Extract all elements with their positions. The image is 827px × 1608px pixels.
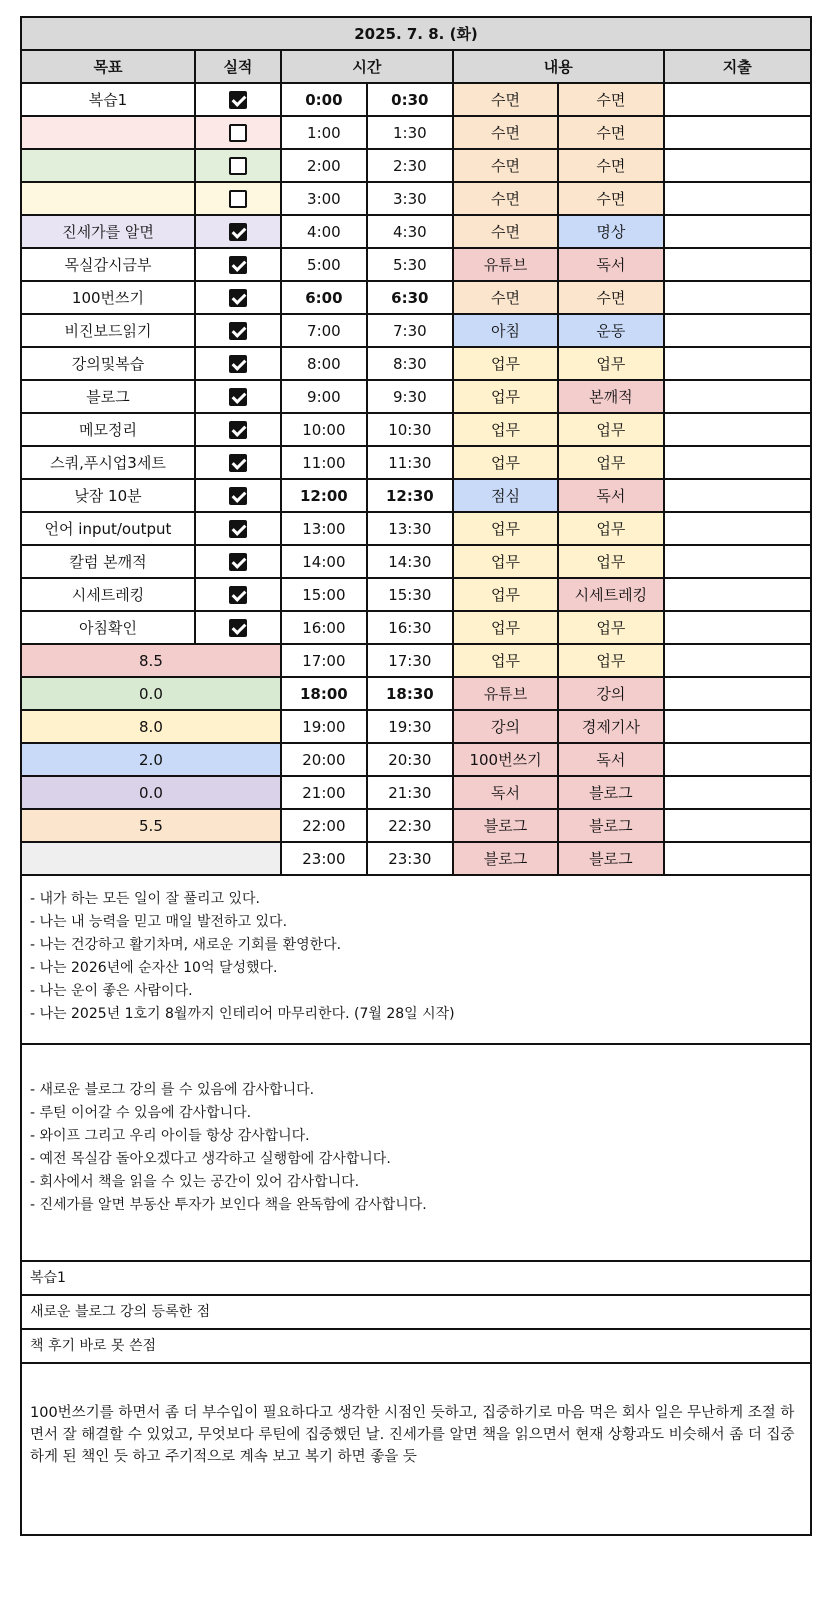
time-end-cell[interactable]: 0:30 xyxy=(367,83,453,116)
time-end-cell[interactable]: 1:30 xyxy=(367,116,453,149)
content-cell-a[interactable]: 강의 xyxy=(453,710,558,743)
time-start-cell[interactable]: 14:00 xyxy=(281,545,367,578)
schedule-row xyxy=(21,380,811,413)
note-line-3[interactable]: 책 후기 바로 못 쓴점 xyxy=(20,1330,812,1364)
content-cell-a[interactable]: 유튜브 xyxy=(453,677,558,710)
gratitude-line: - 루틴 이어갈 수 있음에 감사합니다. xyxy=(30,1105,252,1121)
schedule-row xyxy=(21,578,811,611)
content-cell-b[interactable]: 업무 xyxy=(558,512,663,545)
schedule-row xyxy=(21,710,811,743)
expense-cell[interactable] xyxy=(664,215,811,248)
affirmation-line: - 나는 2025년 1호기 8월까지 인테리어 마무리한다. (7월 28일 시작) xyxy=(30,1006,455,1022)
expense-cell[interactable] xyxy=(664,116,811,149)
checked-checkbox[interactable] xyxy=(229,619,247,637)
expense-cell[interactable] xyxy=(664,611,811,644)
schedule-row xyxy=(21,281,811,314)
schedule-row xyxy=(21,446,811,479)
expense-cell[interactable] xyxy=(664,776,811,809)
affirmation-line: - 나는 내 능력을 믿고 매일 발전하고 있다. xyxy=(30,914,288,930)
content-cell-a[interactable]: 업무 xyxy=(453,545,558,578)
time-start-cell[interactable]: 2:00 xyxy=(281,149,367,182)
schedule-row xyxy=(21,545,811,578)
expense-cell[interactable] xyxy=(664,842,811,875)
schedule-row xyxy=(21,248,811,281)
schedule-row xyxy=(21,182,811,215)
content-cell-a[interactable]: 업무 xyxy=(453,611,558,644)
content-cell-b[interactable]: 경제기사 xyxy=(558,710,663,743)
goal-cell[interactable]: 목실감시금부 xyxy=(21,248,195,281)
time-end-cell[interactable]: 14:30 xyxy=(367,545,453,578)
expense-cell[interactable] xyxy=(664,314,811,347)
expense-cell[interactable] xyxy=(664,743,811,776)
done-cell[interactable] xyxy=(195,149,281,182)
checked-checkbox[interactable] xyxy=(229,586,247,604)
content-cell-b[interactable]: 수면 xyxy=(558,116,663,149)
checked-checkbox[interactable] xyxy=(229,289,247,307)
content-cell-a[interactable]: 수면 xyxy=(453,215,558,248)
checked-checkbox[interactable] xyxy=(229,322,247,340)
empty-checkbox[interactable] xyxy=(229,157,247,175)
goal-cell[interactable]: 언어 input/output xyxy=(21,512,195,545)
goal-cell[interactable] xyxy=(21,182,195,215)
content-cell-a[interactable]: 독서 xyxy=(453,776,558,809)
content-cell-b[interactable]: 수면 xyxy=(558,182,663,215)
schedule-row xyxy=(21,512,811,545)
done-cell[interactable] xyxy=(195,215,281,248)
affirmation-line: - 나는 2026년에 순자산 10억 달성했다. xyxy=(30,960,278,976)
time-start-cell[interactable]: 0:00 xyxy=(281,83,367,116)
schedule-row xyxy=(21,743,811,776)
content-cell-a[interactable]: 블로그 xyxy=(453,842,558,875)
schedule-row xyxy=(21,116,811,149)
time-start-cell[interactable]: 1:00 xyxy=(281,116,367,149)
checked-checkbox[interactable] xyxy=(229,520,247,538)
schedule-row xyxy=(21,413,811,446)
affirmation-line: - 내가 하는 모든 일이 잘 풀리고 있다. xyxy=(30,891,260,907)
time-end-cell[interactable]: 3:30 xyxy=(367,182,453,215)
done-cell[interactable] xyxy=(195,380,281,413)
gratitude-line: - 새로운 블로그 강의 를 수 있음에 감사합니다. xyxy=(30,1082,315,1098)
expense-cell[interactable] xyxy=(664,446,811,479)
time-end-cell[interactable]: 19:30 xyxy=(367,710,453,743)
time-start-cell[interactable]: 4:00 xyxy=(281,215,367,248)
content-cell-b[interactable]: 명상 xyxy=(558,215,663,248)
time-end-cell[interactable]: 2:30 xyxy=(367,149,453,182)
time-end-cell[interactable]: 15:30 xyxy=(367,578,453,611)
content-cell-b[interactable]: 수면 xyxy=(558,149,663,182)
content-cell-b[interactable]: 블로그 xyxy=(558,842,663,875)
content-cell-a[interactable]: 점심 xyxy=(453,479,558,512)
content-cell-b[interactable]: 업무 xyxy=(558,545,663,578)
goal-cell[interactable]: 진세가를 알면 xyxy=(21,215,195,248)
time-end-cell[interactable]: 13:30 xyxy=(367,512,453,545)
content-cell-a[interactable]: 100번쓰기 xyxy=(453,743,558,776)
gratitude-line: - 회사에서 책을 읽을 수 있는 공간이 있어 감사합니다. xyxy=(30,1174,360,1190)
content-cell-b[interactable]: 블로그 xyxy=(558,776,663,809)
empty-checkbox[interactable] xyxy=(229,190,247,208)
time-end-cell[interactable]: 9:30 xyxy=(367,380,453,413)
affirmations-section xyxy=(20,876,812,1045)
content-cell-a[interactable]: 블로그 xyxy=(453,809,558,842)
schedule-row xyxy=(21,149,811,182)
time-start-cell[interactable]: 23:00 xyxy=(281,842,367,875)
expense-cell[interactable] xyxy=(664,380,811,413)
time-start-cell[interactable]: 16:00 xyxy=(281,611,367,644)
time-start-cell[interactable]: 22:00 xyxy=(281,809,367,842)
expense-cell[interactable] xyxy=(664,83,811,116)
time-start-cell[interactable]: 17:00 xyxy=(281,644,367,677)
schedule-row xyxy=(21,347,811,380)
content-cell-a[interactable]: 업무 xyxy=(453,578,558,611)
content-cell-a[interactable]: 수면 xyxy=(453,182,558,215)
time-end-cell[interactable]: 23:30 xyxy=(367,842,453,875)
expense-cell[interactable] xyxy=(664,347,811,380)
note-line-2[interactable]: 새로운 블로그 강의 등록한 점 xyxy=(20,1296,812,1330)
note-line-1[interactable]: 복습1 xyxy=(20,1262,812,1296)
done-cell[interactable] xyxy=(195,182,281,215)
done-cell[interactable] xyxy=(195,512,281,545)
content-cell-a[interactable]: 수면 xyxy=(453,149,558,182)
time-end-cell[interactable]: 4:30 xyxy=(367,215,453,248)
checked-checkbox[interactable] xyxy=(229,388,247,406)
content-cell-a[interactable]: 업무 xyxy=(453,380,558,413)
content-cell-a[interactable]: 수면 xyxy=(453,116,558,149)
checked-checkbox[interactable] xyxy=(229,553,247,571)
done-cell[interactable] xyxy=(195,446,281,479)
gratitude-line: - 진세가를 알면 부동산 투자가 보인다 책을 완독함에 감사합니다. xyxy=(30,1197,427,1213)
summary-cell[interactable]: 8.5 xyxy=(21,644,281,677)
expense-cell[interactable] xyxy=(664,578,811,611)
time-end-cell[interactable]: 7:30 xyxy=(367,314,453,347)
affirmation-line: - 나는 운이 좋은 사람이다. xyxy=(30,983,193,999)
time-end-cell[interactable]: 21:30 xyxy=(367,776,453,809)
time-start-cell[interactable]: 5:00 xyxy=(281,248,367,281)
expense-cell[interactable] xyxy=(664,677,811,710)
schedule-row xyxy=(21,809,811,842)
time-start-cell[interactable]: 18:00 xyxy=(281,677,367,710)
time-start-cell[interactable]: 21:00 xyxy=(281,776,367,809)
expense-cell[interactable] xyxy=(664,182,811,215)
gratitude-line: - 와이프 그리고 우리 아이들 항상 감사합니다. xyxy=(30,1128,310,1144)
time-end-cell[interactable]: 20:30 xyxy=(367,743,453,776)
schedule-row xyxy=(21,314,811,347)
done-cell[interactable] xyxy=(195,611,281,644)
content-cell-b[interactable]: 수면 xyxy=(558,281,663,314)
content-cell-b[interactable]: 본깨적 xyxy=(558,380,663,413)
time-start-cell[interactable]: 3:00 xyxy=(281,182,367,215)
time-start-cell[interactable]: 6:00 xyxy=(281,281,367,314)
schedule-row xyxy=(21,83,811,116)
content-cell-a[interactable]: 업무 xyxy=(453,413,558,446)
header-expense: 지출 xyxy=(664,50,811,83)
expense-cell[interactable] xyxy=(664,710,811,743)
schedule-row xyxy=(21,644,811,677)
content-cell-b[interactable]: 시세트레킹 xyxy=(558,578,663,611)
time-end-cell[interactable]: 8:30 xyxy=(367,347,453,380)
done-cell[interactable] xyxy=(195,479,281,512)
schedule-row xyxy=(21,677,811,710)
goal-cell[interactable] xyxy=(21,116,195,149)
content-cell-b[interactable]: 업무 xyxy=(558,413,663,446)
expense-cell[interactable] xyxy=(664,545,811,578)
gratitude-section xyxy=(20,1045,812,1262)
content-cell-b[interactable]: 독서 xyxy=(558,248,663,281)
time-end-cell[interactable]: 18:30 xyxy=(367,677,453,710)
time-start-cell[interactable]: 20:00 xyxy=(281,743,367,776)
expense-cell[interactable] xyxy=(664,149,811,182)
checked-checkbox[interactable] xyxy=(229,421,247,439)
header-goal: 목표 xyxy=(21,50,195,83)
content-cell-b[interactable]: 수면 xyxy=(558,83,663,116)
done-cell[interactable] xyxy=(195,347,281,380)
schedule-row xyxy=(21,842,811,875)
goal-cell[interactable]: 칼럼 본깨적 xyxy=(21,545,195,578)
done-cell[interactable] xyxy=(195,83,281,116)
expense-cell[interactable] xyxy=(664,413,811,446)
goal-cell[interactable]: 복습1 xyxy=(21,83,195,116)
content-cell-b[interactable]: 강의 xyxy=(558,677,663,710)
time-end-cell[interactable]: 11:30 xyxy=(367,446,453,479)
content-cell-a[interactable]: 유튜브 xyxy=(453,248,558,281)
time-end-cell[interactable]: 6:30 xyxy=(367,281,453,314)
date-title: 2025. 7. 8. (화) xyxy=(21,17,811,50)
goal-cell[interactable]: 100번쓰기 xyxy=(21,281,195,314)
goal-cell[interactable]: 블로그 xyxy=(21,380,195,413)
goal-cell[interactable]: 스쿼,푸시업3세트 xyxy=(21,446,195,479)
header-time: 시간 xyxy=(281,50,453,83)
expense-cell[interactable] xyxy=(664,644,811,677)
summary-cell[interactable]: 0.0 xyxy=(21,776,281,809)
planner-sheet xyxy=(20,16,812,1536)
content-cell-b[interactable]: 업무 xyxy=(558,644,663,677)
summary-cell[interactable]: 0.0 xyxy=(21,677,281,710)
header-done: 실적 xyxy=(195,50,281,83)
content-cell-b[interactable]: 운동 xyxy=(558,314,663,347)
goal-cell[interactable]: 비진보드읽기 xyxy=(21,314,195,347)
time-end-cell[interactable]: 22:30 xyxy=(367,809,453,842)
time-end-cell[interactable]: 12:30 xyxy=(367,479,453,512)
goal-cell[interactable]: 아침확인 xyxy=(21,611,195,644)
journal-text[interactable]: 100번쓰기를 하면서 좀 더 부수입이 필요하다고 생각한 시점인 듯하고, 집중하기로 마음 먹은 회사 일은 무난하게 조절 하면서 잘 해결할 수 있었고, 무엇보다 루틴에 집중했던 날. 진세가를 알면 책을 읽으면서 현재 상황과도 비슷해서 좀 더 집중하게 된 책인 듯 하고 주기적으로 계속 보고 복기 하면 좋을 듯 xyxy=(20,1364,812,1536)
gratitude-line: - 예전 목실감 돌아오겠다고 생각하고 실행함에 감사합니다. xyxy=(30,1151,391,1167)
goal-cell[interactable]: 낮잠 10분 xyxy=(21,479,195,512)
summary-cell[interactable]: 5.5 xyxy=(21,809,281,842)
time-start-cell[interactable]: 19:00 xyxy=(281,710,367,743)
summary-cell[interactable]: 2.0 xyxy=(21,743,281,776)
checked-checkbox[interactable] xyxy=(229,355,247,373)
content-cell-a[interactable]: 업무 xyxy=(453,644,558,677)
done-cell[interactable] xyxy=(195,578,281,611)
schedule-table xyxy=(20,16,812,876)
checked-checkbox[interactable] xyxy=(229,454,247,472)
time-end-cell[interactable]: 17:30 xyxy=(367,644,453,677)
content-cell-b[interactable]: 블로그 xyxy=(558,809,663,842)
content-cell-a[interactable]: 업무 xyxy=(453,347,558,380)
goal-cell[interactable]: 강의및복습 xyxy=(21,347,195,380)
empty-checkbox[interactable] xyxy=(229,124,247,142)
checked-checkbox[interactable] xyxy=(229,223,247,241)
expense-cell[interactable] xyxy=(664,479,811,512)
content-cell-b[interactable]: 독서 xyxy=(558,743,663,776)
checked-checkbox[interactable] xyxy=(229,256,247,274)
done-cell[interactable] xyxy=(195,314,281,347)
header-content: 내용 xyxy=(453,50,664,83)
content-cell-a[interactable]: 수면 xyxy=(453,83,558,116)
schedule-row xyxy=(21,215,811,248)
done-cell[interactable] xyxy=(195,545,281,578)
content-cell-a[interactable]: 업무 xyxy=(453,512,558,545)
goal-cell[interactable]: 시세트레킹 xyxy=(21,578,195,611)
checked-checkbox[interactable] xyxy=(229,91,247,109)
time-start-cell[interactable]: 7:00 xyxy=(281,314,367,347)
time-start-cell[interactable]: 9:00 xyxy=(281,380,367,413)
content-cell-a[interactable]: 수면 xyxy=(453,281,558,314)
goal-cell[interactable]: 메모정리 xyxy=(21,413,195,446)
time-end-cell[interactable]: 16:30 xyxy=(367,611,453,644)
expense-cell[interactable] xyxy=(664,512,811,545)
content-cell-a[interactable]: 업무 xyxy=(453,446,558,479)
expense-cell[interactable] xyxy=(664,248,811,281)
time-end-cell[interactable]: 5:30 xyxy=(367,248,453,281)
done-cell[interactable] xyxy=(195,281,281,314)
content-cell-b[interactable]: 독서 xyxy=(558,479,663,512)
summary-cell[interactable]: 8.0 xyxy=(21,710,281,743)
content-cell-b[interactable]: 업무 xyxy=(558,611,663,644)
time-start-cell[interactable]: 15:00 xyxy=(281,578,367,611)
time-start-cell[interactable]: 12:00 xyxy=(281,479,367,512)
checked-checkbox[interactable] xyxy=(229,487,247,505)
time-start-cell[interactable]: 11:00 xyxy=(281,446,367,479)
time-start-cell[interactable]: 8:00 xyxy=(281,347,367,380)
time-start-cell[interactable]: 13:00 xyxy=(281,512,367,545)
summary-cell[interactable] xyxy=(21,842,281,875)
expense-cell[interactable] xyxy=(664,809,811,842)
goal-cell[interactable] xyxy=(21,149,195,182)
content-cell-a[interactable]: 아침 xyxy=(453,314,558,347)
schedule-row xyxy=(21,611,811,644)
done-cell[interactable] xyxy=(195,248,281,281)
time-start-cell[interactable]: 10:00 xyxy=(281,413,367,446)
expense-cell[interactable] xyxy=(664,281,811,314)
content-cell-b[interactable]: 업무 xyxy=(558,347,663,380)
schedule-row xyxy=(21,776,811,809)
done-cell[interactable] xyxy=(195,116,281,149)
affirmation-line: - 나는 건강하고 활기차며, 새로운 기회를 환영한다. xyxy=(30,937,342,953)
done-cell[interactable] xyxy=(195,413,281,446)
content-cell-b[interactable]: 업무 xyxy=(558,446,663,479)
time-end-cell[interactable]: 10:30 xyxy=(367,413,453,446)
schedule-row xyxy=(21,479,811,512)
